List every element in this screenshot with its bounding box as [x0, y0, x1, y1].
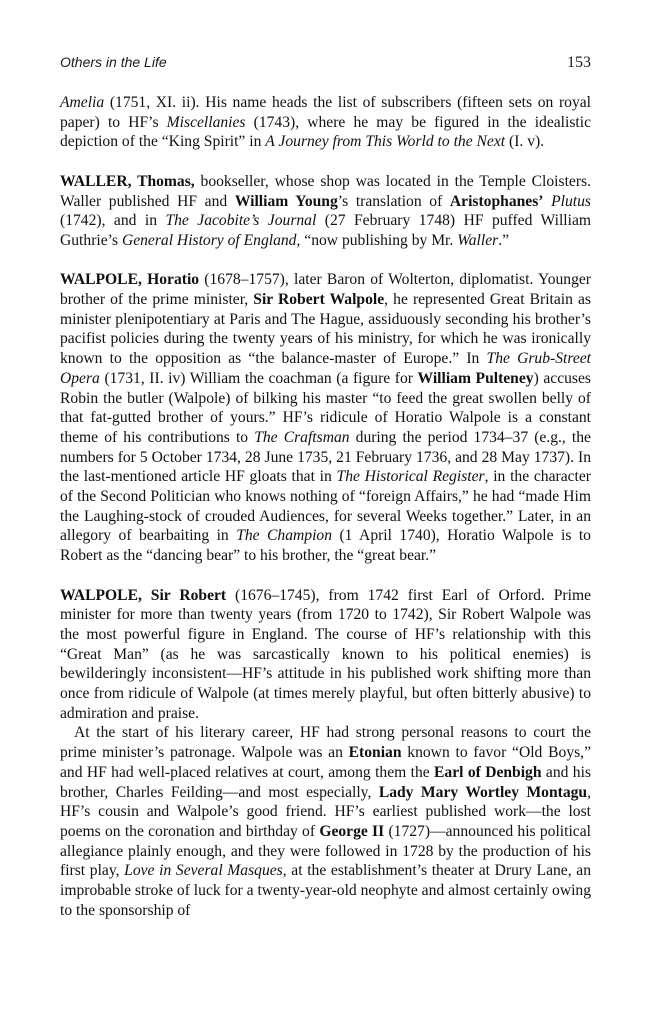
- text-run: At the start of his literary career, HF had strong personal reasons to court the prime minister’s patronage. Walpole was an: [60, 724, 591, 762]
- bold-term: William Pulteney: [417, 369, 534, 387]
- italic-title: Miscellanies: [166, 113, 246, 131]
- italic-title: The Champion: [236, 527, 333, 545]
- continuation-paragraph: [60, 93, 591, 152]
- text-run: [543, 193, 551, 210]
- text-run: (1751, XI. ii). His name heads the list of subscribers (fifteen sets on royal paper) to HF’s: [60, 94, 591, 131]
- text-run: ) accuses Robin the butler (Walpole) of bilking his master “to feed the great swollen belly of that fat-gutted brother of yours.” HF’s ridicule of Horatio Walpole is a constant theme of his contributions to: [60, 369, 591, 446]
- bold-term: William Young: [234, 192, 338, 210]
- italic-title: Amelia: [60, 94, 105, 111]
- body-text: [60, 93, 591, 920]
- italic-title: The Jacobite’s Journal: [165, 212, 317, 230]
- text-run: (1 April 1740), Horatio Walpole is to Robert as the “dancing bear” to his brother, the “great bear.”: [60, 527, 591, 565]
- text-run: during the period 1734–37 (e.g., the numbers for 5 October 1734, 28 June 1735, 21 February 1736, and 28 May 1737). In the last-mentioned article HF gloats that in: [60, 428, 591, 486]
- entry-walpole-sir-robert: [60, 586, 591, 724]
- bold-term: Sir Robert Walpole: [253, 291, 385, 308]
- bold-term: WALPOLE, Horatio: [60, 271, 200, 289]
- bold-term: WALLER, Thomas,: [60, 172, 195, 190]
- bold-term: Earl of Denbigh: [434, 763, 542, 781]
- text-run: known to favor “Old Boys,” and HF had well-placed relatives at court, among them the: [60, 744, 592, 781]
- running-head: [60, 54, 591, 76]
- text-run: , in the character of the Second Politician who knows nothing of “foreign Affairs,” he had “made Him the Laughing-stock of crouded Audiences, for several Weeks together.” Later, in an allegory of bearbaiting in: [60, 468, 591, 545]
- italic-title: The Craftsman: [254, 428, 350, 446]
- text-run: (1742), and in: [60, 212, 166, 230]
- italic-title: The Historical Register: [336, 468, 485, 486]
- text-run: (1676–1745), from 1742 first Earl of Orford. Prime minister for more than twenty years (from 1720 to 1742), Sir Robert Walpole was the most powerful figure in England. The course of HF’s relationship with this “Great Man” (as he was sarcastically known to his political enemies) is bewilderingly inconsistent—HF’s attitude in his published work shifting more than once from ridicule of Walpole (at times merely playful, but often bitterly abusive) to admiration and praise.: [60, 586, 591, 722]
- running-title: Others in the Life: [60, 54, 167, 70]
- bold-term: Lady Mary Wortley Montagu: [378, 783, 588, 801]
- page-number: 153: [567, 54, 591, 71]
- bold-term: Aristophanes’: [449, 192, 544, 210]
- text-run: bookseller, whose shop was located in the Temple Cloisters. Waller published HF and: [60, 172, 591, 210]
- italic-title: Plutus: [551, 192, 591, 210]
- text-run: (1678–1757), later Baron of Wolterton, diplomatist. Younger brother of the prime minister,: [60, 271, 591, 308]
- text-run: , “now publishing by Mr.: [296, 231, 458, 249]
- italic-title: The Grub-Street Opera: [60, 350, 592, 387]
- text-run: , he represented Great Britain as minister plenipotentiary at Paris and The Hague, assiduously seconding his brother’s pacifist policies during the twenty years of his ministry, for which he was ironically known to the opposition as “the balance-master of Europe.” In: [60, 291, 591, 368]
- text-run: and his brother, Charles Feilding—and most especially,: [60, 763, 591, 801]
- italic-title: General History of England: [121, 231, 297, 249]
- entry-waller-thomas: [60, 172, 591, 251]
- bold-term: Etonian: [348, 744, 402, 762]
- text-run: (I. v).: [505, 133, 545, 151]
- entry-walpole-horatio: [60, 270, 591, 566]
- italic-title: Love in Several Masques: [124, 862, 283, 880]
- text-run: , HF’s cousin and Walpole’s good friend. HF’s earliest published work—the lost poems on the coronation and birthday of: [60, 783, 592, 840]
- text-run: (1731, II. iv) William the coachman (a figure for: [99, 369, 418, 387]
- walpole-second-paragraph: [60, 723, 591, 920]
- italic-title: A Journey from This World to the Next: [265, 133, 506, 151]
- bold-term: WALPOLE, Sir Robert: [60, 586, 227, 604]
- text-run: .”: [498, 231, 510, 249]
- bold-term: George II: [319, 822, 385, 840]
- text-run: , at the establishment’s theater at Drury Lane, an improbable stroke of luck for a twenty-year-old neophyte and almost certainly owing to the sponsorship of: [60, 862, 592, 919]
- text-run: (27 February 1748) HF puffed William Guthrie’s: [60, 212, 591, 249]
- text-run: ’s translation of: [337, 192, 450, 210]
- italic-title: Waller: [457, 231, 499, 249]
- text-run: (1743), where he may be figured in the idealistic depiction of the “King Spirit” in: [60, 113, 591, 151]
- text-run: (1727)—announced his political allegiance plainly enough, and they were followed in 1728 by the production of his first play,: [60, 822, 591, 880]
